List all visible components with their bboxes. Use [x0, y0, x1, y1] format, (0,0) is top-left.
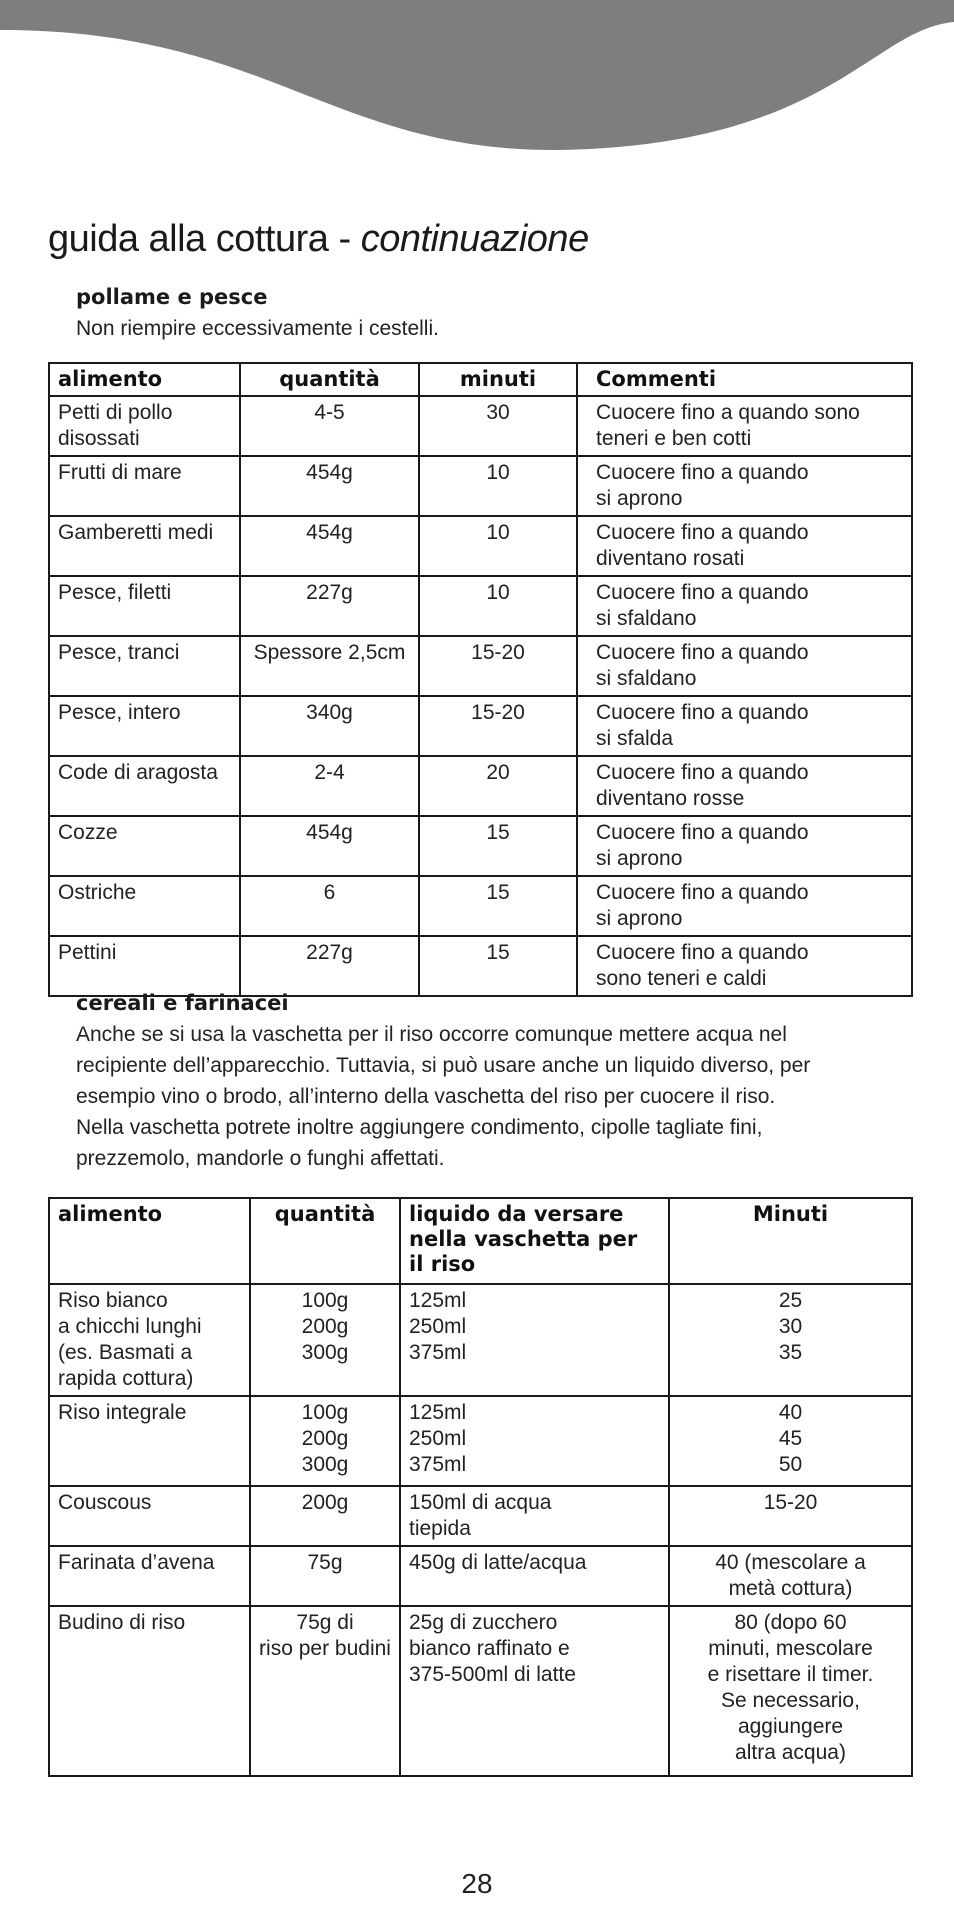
table-cell: Couscous	[49, 1486, 250, 1546]
table-cell: 454g	[240, 516, 419, 576]
table-cell: 15-20	[419, 696, 577, 756]
table-cell: 80 (dopo 60 minuti, mescolare e risettare il timer. Se necessario, aggiungere altra acqua)	[669, 1606, 912, 1776]
table-cell: 100g 200g 300g	[250, 1284, 400, 1396]
table-cell: 20	[419, 756, 577, 816]
page-title: guida alla cottura - continuazione	[48, 218, 589, 260]
column-header: quantità	[240, 363, 419, 396]
table-cell: 10	[419, 456, 577, 516]
table-row	[49, 816, 912, 876]
table-cereals	[48, 1197, 913, 1777]
table-row	[49, 756, 912, 816]
table-cell: 75g	[250, 1546, 400, 1606]
table-cell: Cuocere fino a quando si sfaldano	[577, 576, 912, 636]
table-cell: Pesce, filetti	[49, 576, 240, 636]
table-cell: Cuocere fino a quando si aprono	[577, 816, 912, 876]
table-row	[49, 516, 912, 576]
page-number: 28	[461, 1868, 493, 1899]
table-cell: 75g di riso per budini	[250, 1606, 400, 1776]
table-cell: 10	[419, 516, 577, 576]
table-cell: 10	[419, 576, 577, 636]
table-cell: 15-20	[669, 1486, 912, 1546]
table-row	[49, 696, 912, 756]
table-row	[49, 1284, 912, 1396]
table-header-row	[49, 1198, 912, 1284]
table-cell: Code di aragosta	[49, 756, 240, 816]
table-cell: 25g di zucchero bianco raffinato e 375-500ml di latte	[400, 1606, 669, 1776]
table-cell: 15-20	[419, 636, 577, 696]
table-cell: 40 45 50	[669, 1396, 912, 1486]
table-cell: Budino di riso	[49, 1606, 250, 1776]
table-row	[49, 576, 912, 636]
table-cell: 454g	[240, 456, 419, 516]
table-row	[49, 1606, 912, 1776]
table-cell: 15	[419, 936, 577, 996]
table-cell: 227g	[240, 576, 419, 636]
table-cell: 4-5	[240, 396, 419, 456]
table-cell: Cuocere fino a quando si sfaldano	[577, 636, 912, 696]
table-row	[49, 1546, 912, 1606]
table-row	[49, 396, 912, 456]
table-cell: Cuocere fino a quando si aprono	[577, 876, 912, 936]
table-cell: 125ml 250ml 375ml	[400, 1396, 669, 1486]
table-cell: 340g	[240, 696, 419, 756]
table-cell: 227g	[240, 936, 419, 996]
table-cell: Cuocere fino a quando sono teneri e ben cotti	[577, 396, 912, 456]
column-header: Commenti	[577, 363, 912, 396]
table-cell: Cuocere fino a quando sono teneri e caldi	[577, 936, 912, 996]
table-cell: Riso bianco a chicchi lunghi (es. Basmati a rapida cottura)	[49, 1284, 250, 1396]
table-cell: 6	[240, 876, 419, 936]
table-cell: Pettini	[49, 936, 240, 996]
table-cell: 15	[419, 876, 577, 936]
table-row	[49, 456, 912, 516]
column-header: alimento	[49, 1198, 250, 1284]
table-cell: Gamberetti medi	[49, 516, 240, 576]
column-header: alimento	[49, 363, 240, 396]
table-cell: 200g	[250, 1486, 400, 1546]
table-poultry-fish	[48, 362, 913, 997]
table-cell: 454g	[240, 816, 419, 876]
header-wave-decoration	[0, 0, 954, 160]
column-header: Minuti	[669, 1198, 912, 1284]
table-row	[49, 636, 912, 696]
table-cell: 450g di latte/acqua	[400, 1546, 669, 1606]
table-row	[49, 936, 912, 996]
table-cell: Cuocere fino a quando si sfalda	[577, 696, 912, 756]
table-cell: Cuocere fino a quando diventano rosati	[577, 516, 912, 576]
table-cell: 2-4	[240, 756, 419, 816]
table-header-row	[49, 363, 912, 396]
section-heading-poultry: pollame e pesce	[76, 285, 268, 309]
column-header: minuti	[419, 363, 577, 396]
section-note-poultry: Non riempire eccessivamente i cestelli.	[76, 317, 439, 340]
table-row	[49, 1396, 912, 1486]
table-cell: 30	[419, 396, 577, 456]
column-header: quantità	[250, 1198, 400, 1284]
section-paragraph-cereals: Anche se si usa la vaschetta per il riso occorre comunque mettere acqua nel recipiente dell’apparecchio. Tuttavia, si può usare anche un liquido diverso, per esempio vino o brodo, all’interno della vaschetta del riso per cuocere il riso. Nella vaschetta potrete inoltre aggiungere condimento, cipolle tagliate fini, prezzemolo, mandorle o funghi affettati.	[76, 1023, 811, 1170]
table-cell: Cuocere fino a quando si aprono	[577, 456, 912, 516]
table-cell: 25 30 35	[669, 1284, 912, 1396]
table-cell: Frutti di mare	[49, 456, 240, 516]
table-cell: 100g 200g 300g	[250, 1396, 400, 1486]
table-cell: 150ml di acqua tiepida	[400, 1486, 669, 1546]
table-cell: Ostriche	[49, 876, 240, 936]
table-cell: 125ml 250ml 375ml	[400, 1284, 669, 1396]
table-cell: Riso integrale	[49, 1396, 250, 1486]
table-cell: Cozze	[49, 816, 240, 876]
table-cell: 15	[419, 816, 577, 876]
table-row	[49, 1486, 912, 1546]
table-cell: Pesce, intero	[49, 696, 240, 756]
table-cell: Cuocere fino a quando diventano rosse	[577, 756, 912, 816]
table-cell: Farinata d’avena	[49, 1546, 250, 1606]
column-header: liquido da versare nella vaschetta per il riso	[400, 1198, 669, 1284]
section-heading-cereals: cereali e farinacei	[76, 991, 289, 1015]
table-cell: 40 (mescolare a metà cottura)	[669, 1546, 912, 1606]
table-cell: Petti di pollo disossati	[49, 396, 240, 456]
table-cell: Pesce, tranci	[49, 636, 240, 696]
page-title-italic: continuazione	[360, 218, 589, 260]
table-row	[49, 876, 912, 936]
table-cell: Spessore 2,5cm	[240, 636, 419, 696]
